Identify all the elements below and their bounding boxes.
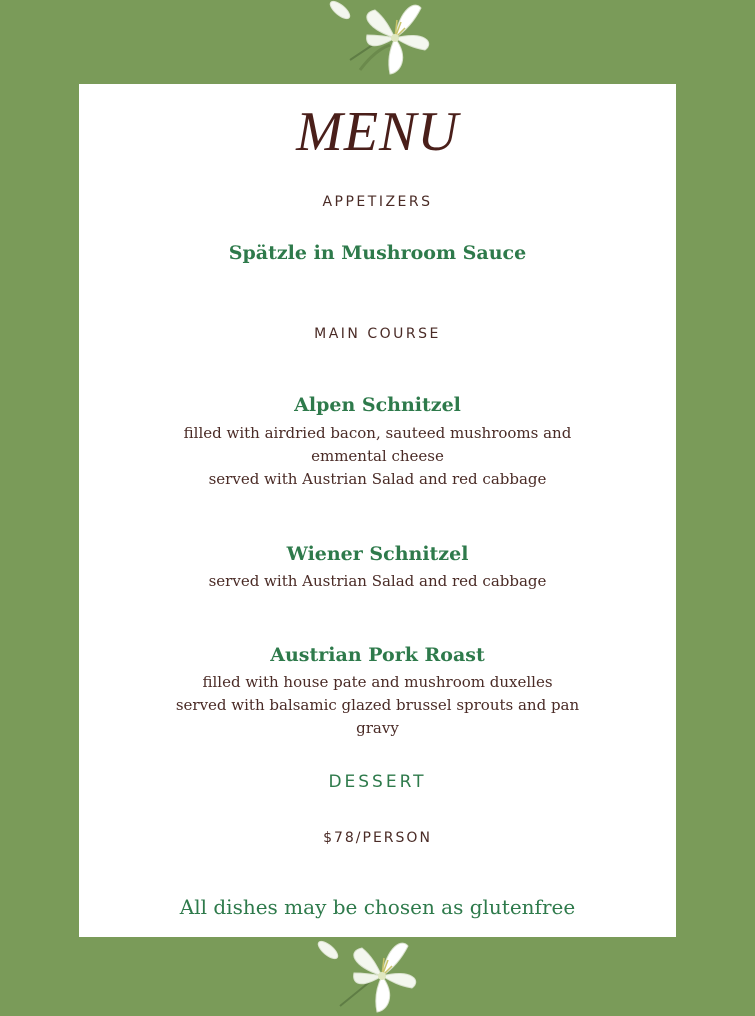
lily-flower-icon-top (320, 0, 450, 80)
appetizers-heading: APPETIZERS (322, 194, 433, 210)
menu-title: MENU (296, 101, 459, 163)
lily-flower-icon-bottom (310, 936, 440, 1016)
appetizer-dish: Spätzle in Mushroom Sauce (228, 242, 527, 264)
glutenfree-note: All dishes may be chosen as glutenfree (179, 895, 576, 919)
main-course-heading: MAIN COURSE (314, 326, 441, 342)
menu-card (79, 84, 676, 937)
dish-description-line: filled with airdried bacon, sauteed mushrooms and (183, 424, 572, 442)
dish-name: Austrian Pork Roast (270, 644, 485, 666)
dish-description (79, 422, 676, 491)
dessert-heading: DESSERT (328, 772, 427, 792)
dish-description-line: emmental cheese (311, 447, 444, 465)
dish-description-line: served with balsamic glazed brussel sprouts and pan (175, 696, 580, 714)
dish-description-line: filled with house pate and mushroom duxelles (202, 673, 553, 691)
dish-description (79, 570, 676, 593)
dish-description-line: served with Austrian Salad and red cabbage (208, 470, 547, 488)
dish-name: Wiener Schnitzel (286, 543, 469, 565)
dish-description-line: served with Austrian Salad and red cabbage (208, 572, 547, 590)
price-label: $78/PERSON (323, 830, 432, 846)
dish-description-line: gravy (356, 719, 399, 737)
dish-description (79, 671, 676, 740)
dish-name: Alpen Schnitzel (294, 394, 461, 416)
